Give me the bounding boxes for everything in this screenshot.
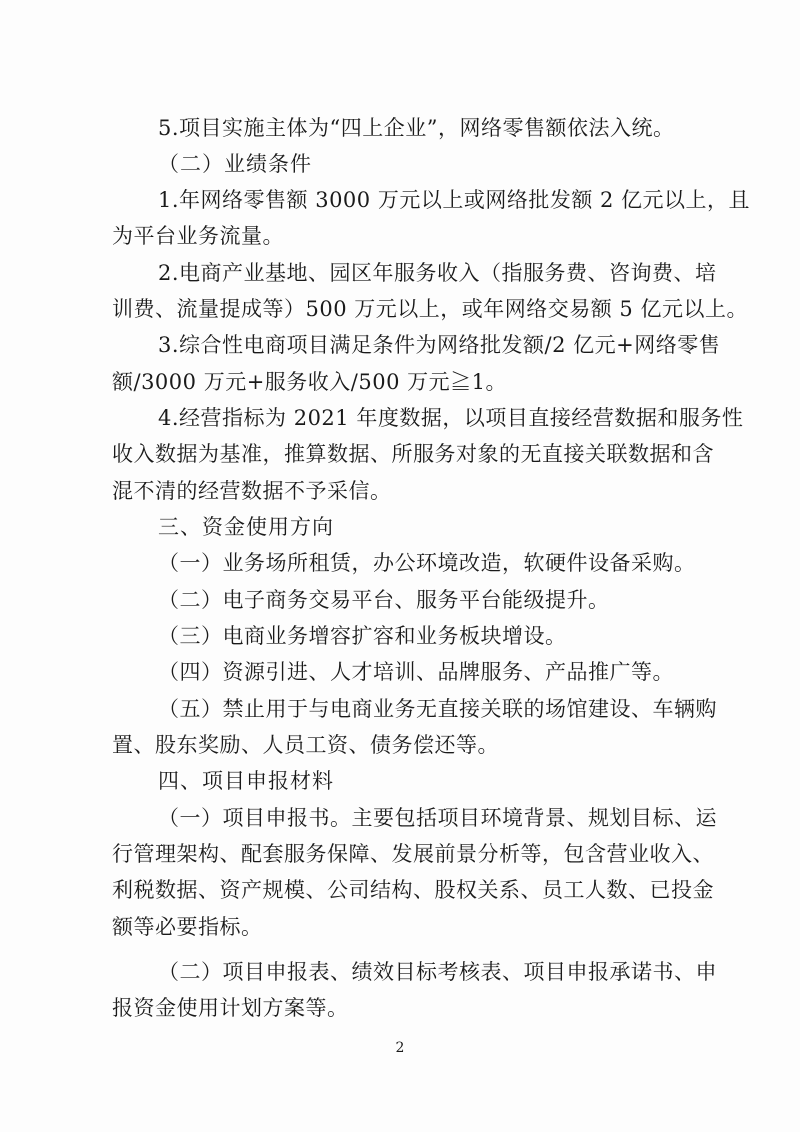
paragraph-line: 训费、流量提成等）500 万元以上，或年网络交易额 5 亿元以上。: [112, 297, 748, 321]
paragraph-line: 额/3000 万元+服务收入/500 万元≧1。: [112, 370, 507, 394]
paragraph-line: 4.经营指标为 2021 年度数据，以项目直接经营数据和服务性: [158, 406, 744, 430]
section-heading-application-materials: 四、项目申报材料: [158, 769, 334, 793]
paragraph-line: 收入数据为基准，推算数据、所服务对象的无直接关联数据和含: [112, 442, 714, 466]
paragraph-line: 行管理架构、配套服务保障、发展前景分析等，包含营业收入、: [112, 842, 714, 866]
paragraph-line: 混不清的经营数据不予采信。: [112, 479, 392, 503]
paragraph-line: 置、股东奖励、人员工资、债务偿还等。: [112, 733, 499, 757]
paragraph-line: 1.年网络零售额 3000 万元以上或网络批发额 2 亿元以上，且: [158, 188, 751, 212]
paragraph-line: （四）资源引进、人才培训、品牌服务、产品推广等。: [158, 660, 674, 684]
paragraph-line: 额等必要指标。: [112, 915, 263, 939]
section-heading-fund-usage: 三、资金使用方向: [158, 515, 334, 539]
paragraph-line: （三）电商业务增容扩容和业务板块增设。: [158, 624, 567, 648]
paragraph-line: 5.项目实施主体为“四上企业”，网络零售额依法入统。: [158, 116, 675, 140]
paragraph-line: 2.电商产业基地、园区年服务收入（指服务费、咨询费、培: [158, 261, 717, 285]
paragraph-line: （二）电子商务交易平台、服务平台能级提升。: [158, 588, 610, 612]
paragraph-line: 3.综合性电商项目满足条件为网络批发额/2 亿元+网络零售: [158, 333, 721, 357]
paragraph-line: （五）禁止用于与电商业务无直接关联的场馆建设、车辆购: [158, 697, 717, 721]
paragraph-line: 报资金使用计划方案等。: [112, 996, 349, 1020]
paragraph-line: （一）业务场所租赁，办公环境改造，软硬件设备采购。: [158, 551, 696, 575]
paragraph-line: （二）项目申报表、绩效目标考核表、项目申报承诺书、申: [158, 960, 717, 984]
paragraph-line: 利税数据、资产规模、公司结构、股权关系、员工人数、已投金: [112, 878, 714, 902]
paragraph-line: （一）项目申报书。主要包括项目环境背景、规划目标、运: [158, 806, 717, 830]
page-number: 2: [395, 1040, 405, 1056]
section-subheading-performance: （二）业绩条件: [158, 152, 312, 176]
paragraph-line: 为平台业务流量。: [112, 224, 284, 248]
